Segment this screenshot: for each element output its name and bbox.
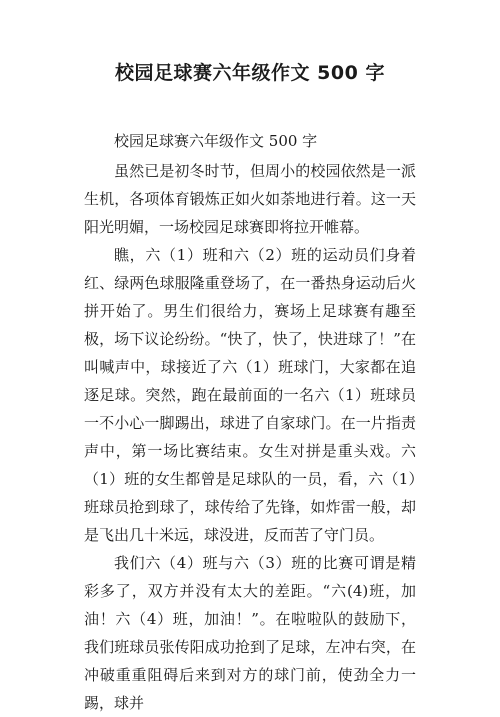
document-title: 校园足球赛六年级作文 500 字 [115,62,385,84]
document-subtitle: 校园足球赛六年级作文 500 字 [114,132,318,150]
paragraph-1: 虽然已是初冬时节，但周小的校园依然是一派生机，各项体育锻炼正如火如荼地进行着。这一天阳光明媚，一场校园足球赛即将拉开帷幕。 [84,162,416,236]
paragraph-3: 我们六（4）班与六（3）班的比赛可谓是精彩多了，双方并没有太大的差距。“六(4)班，加油！六（4）班，加油！”。在啦啦队的鼓励下，我们班球员张传阳成功抢到了足球，左冲右突，在冲破重重阻碍后来到对方的球门前，使劲全力一踢，球并 [84,554,416,712]
paragraph-2: 瞧，六（1）班和六（2）班的运动员们身着红、绿两色球服隆重登场了，在一番热身运动后火拼开始了。男生们很给力，赛场上足球赛有趣至极，场下议论纷纷。“快了，快了，快进球了！”在叫喊声中，球接近了六（1）班球门，大家都在追逐足球。突然，跑在最前面的一名六（1）班球员一不小心一脚踢出，球进了自家球门。在一片指责声中，第一场比赛结束。女生对拼是重头戏。六（1）班的女生都曾是足球队的一员，看，六（1）班球员抢到球了，球传给了先锋，如炸雷一般，却是飞出几十米远，球没进，反而苦了守门员。 [84,246,416,544]
